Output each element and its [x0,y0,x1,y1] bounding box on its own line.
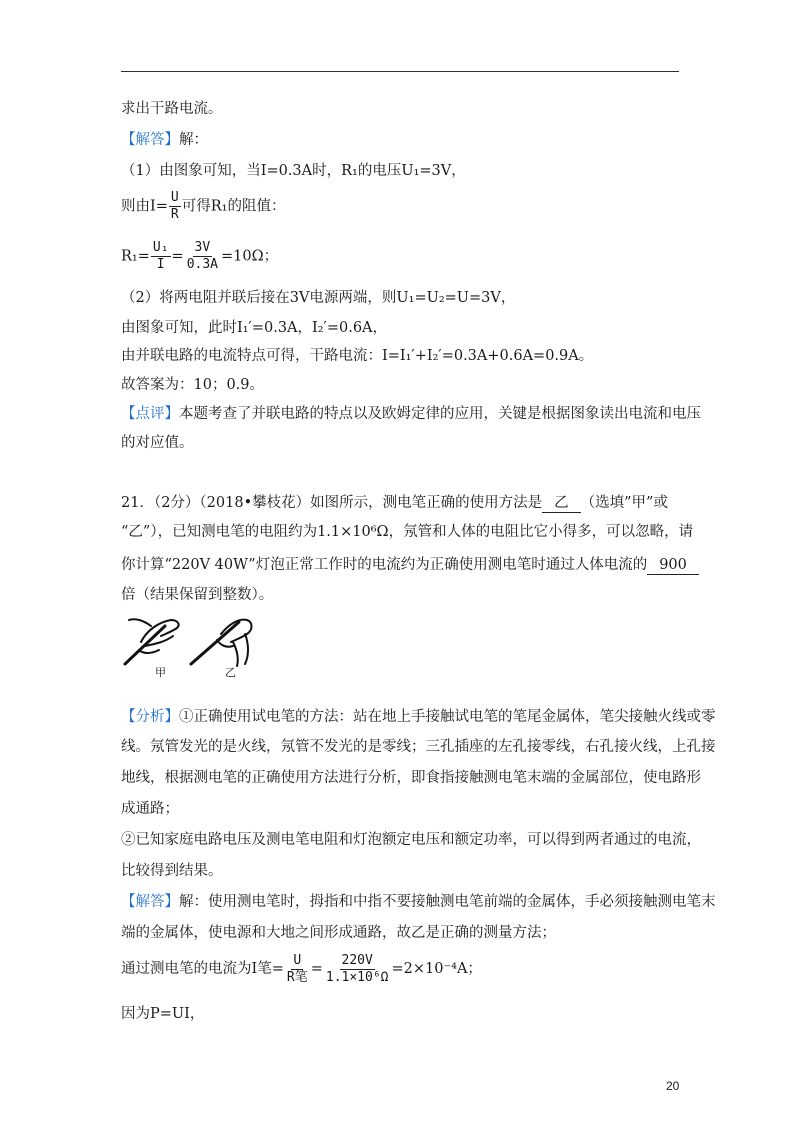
text-line: 由图象可知，此时I₁′=0.3A，I₂′=0.6A， [121,320,388,336]
solution-line: 【解答】解：使用测电笔时，拇指和中指不要接触测电笔前端的金属体，手必须接触测电笔末 [121,894,716,910]
test-pen-illustration [121,612,271,678]
text-line: 比较得到结果。 [121,863,223,879]
answer-blank: 乙 [542,494,581,513]
answer-heading: 【解答】解： [121,132,208,148]
text-line: 求出干路电流。 [121,101,223,117]
text-line: 线。氖管发光的是火线，氖管不发光的是零线；三孔插座的左孔接零线，右孔接火线，上孔接 [121,739,716,755]
header-rule [121,71,679,72]
test-pen-figure [121,612,271,678]
question-line: 21．（2分）（2018•攀枝花）如图所示，测电笔正确的使用方法是 乙 （选填”甲”或 [121,495,668,511]
fraction: $\frac{220V}{\text{1.1×10⁶Ω}}$ [325,952,389,985]
formula-line: 通过测电笔的电流为I笔= $\frac{U}{\text{R笔}}$ = $\frac{220V}{\text{1.1×10⁶Ω}}$ =2×10⁻⁴A； [121,952,482,985]
text-line: 故答案为：10；0.9。 [121,377,265,393]
text-line: 因为P=UI， [121,1006,205,1022]
comment-tag: 【点评】 [121,406,179,422]
solution-tag: 【解答】 [121,894,179,910]
fraction: $\frac{U}{\text{R笔}}$ [286,952,308,985]
analysis-line: 【分析】①正确使用试电笔的方法：站在地上手接触试电笔的笔尾金属体，笔尖接触火线或零 [121,709,716,725]
formula-line: 则由I= $\frac{U}{R}$ 可得R₁的阻值： [121,190,286,222]
question-line: 你计算“220V 40W”灯泡正常工作时的电流约为正确使用测电笔时通过人体电流的 900 [121,555,699,575]
figure-label-right: 乙 [225,666,236,678]
analysis-tag: 【分析】 [121,709,179,725]
text-line: 的对应值。 [121,435,194,451]
text-line: 由并联电路的电流特点可得，干路电流：I=I₁′+I₂′=0.3A+0.6A=0.9A。 [121,348,594,364]
formula-line: R₁= $\frac{\text{U₁}}{I}$ = $\frac{3V}{0.3A}$ =10Ω； [121,240,279,272]
text-line: 成通路； [121,801,179,817]
fraction: $\frac{\text{U₁}}{I}$ [152,240,169,272]
fraction: $\frac{U}{R}$ [170,190,179,222]
question-line: “乙”），已知测电笔的电阻约为1.1×10⁶Ω，氖管和人体的电阻比它小得多，可以忽略，请 [121,524,694,540]
question-line: 倍（结果保留到整数）。 [121,587,274,603]
page-number: 20 [666,1079,680,1093]
answer-tag: 【解答】 [121,132,179,148]
fraction: $\frac{3V}{0.3A}$ [186,240,219,272]
text-line: 地线，根据测电笔的正确使用方法进行分析，即食指接触测电笔末端的金属部位，使电路形 [121,770,701,786]
text-line: （1）由图象可知，当I=0.3A时，R₁的电压U₁=3V， [121,163,466,179]
text-line: （2）将两电阻并联后接在3V电源两端，则U₁=U₂=U=3V， [121,290,516,306]
text-line: 端的金属体，使电源和大地之间形成通路，故乙是正确的测量方法； [121,925,556,941]
answer-blank: 900 [647,556,699,575]
comment-line: 【点评】本题考查了并联电路的特点以及欧姆定律的应用，关键是根据图象读出电流和电压 [121,406,701,422]
figure-label-left: 甲 [155,666,166,678]
text-line: ②已知家庭电路电压及测电笔电阻和灯泡额定电压和额定功率，可以得到两者通过的电流， [121,832,701,848]
